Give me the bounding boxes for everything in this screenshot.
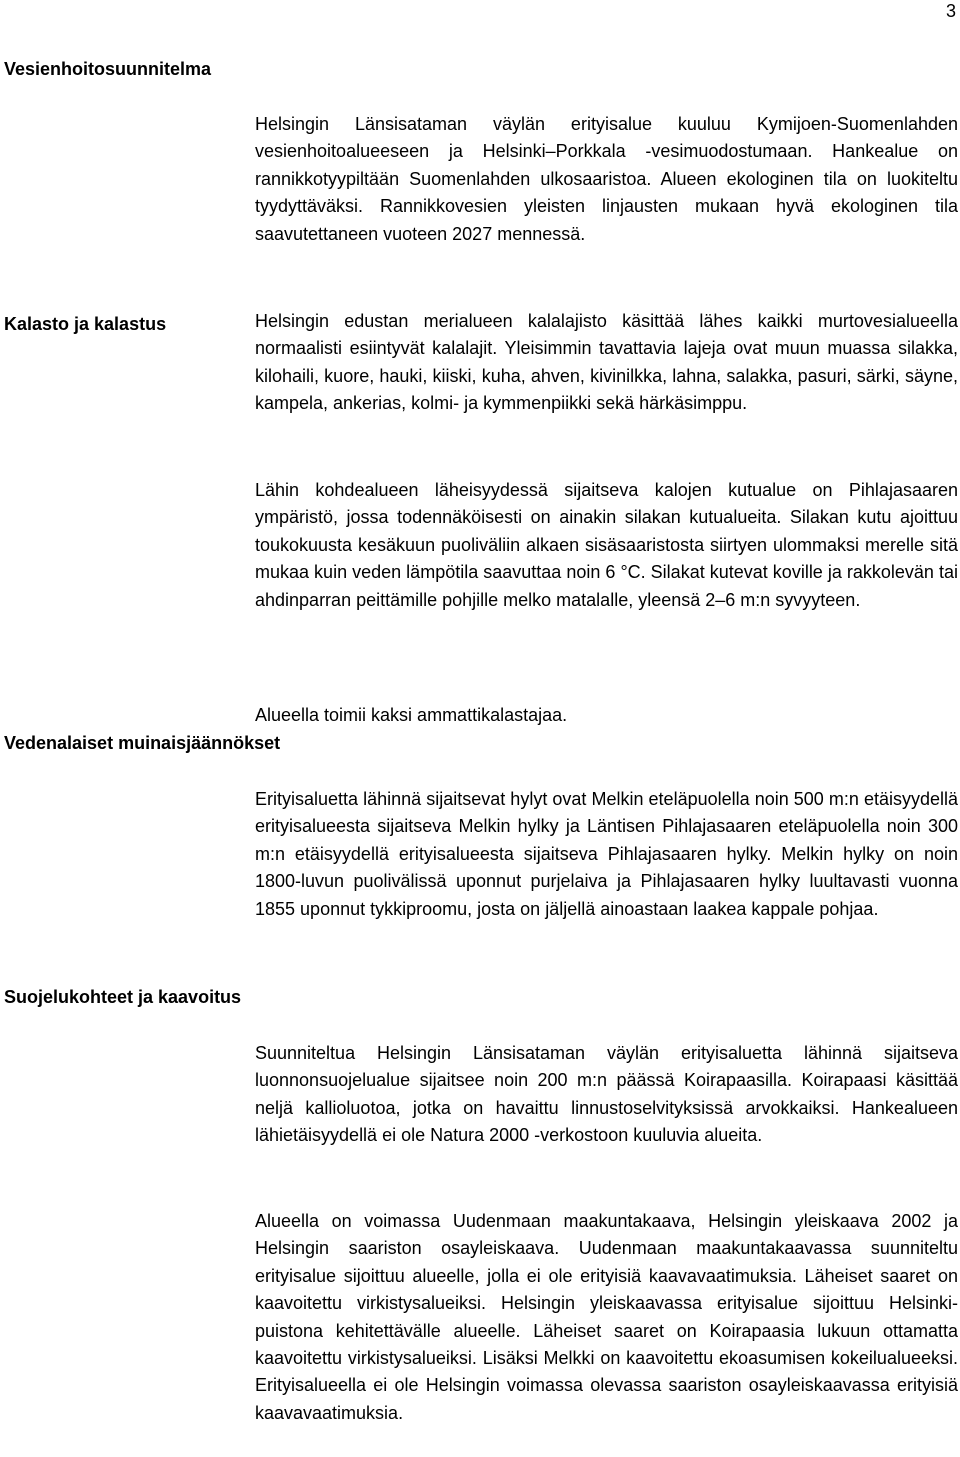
paragraph-kalasto-3: Alueella toimii kaksi ammattikalastajaa. (255, 705, 568, 725)
paragraph-suojelu-2: Alueella on voimassa Uudenmaan maakuntakaava, Helsingin yleiskaava 2002 ja Helsingin saariston osayleiskaava. Uudenmaan maakuntakaavassa suunniteltu erityisalue sijoittuu alueelle, jolla ei ole erityisiä kaavavaatimuksia. Läheiset saaret on kaavoitettu virkistysalueiksi. Helsingin yleiskaavassa erityisalue sijoittuu Helsinki-puistona kehitettävälle alueelle. Läheiset saaret on Koirapaasia lukuun ottamatta kaavoitettu virkistysalueiksi. Lisäksi Melkki on kaavoitettu ekoasumisen kokeilualueeksi. Erityisalueella ei ole Helsingin voimassa olevassa saariston osayleiskaavassa erityisiä kaavavaatimuksia. (255, 1211, 958, 1423)
paragraph-kalasto-2: Lähin kohdealueen läheisyydessä sijaitseva kalojen kutualue on Pihlajasaaren ympäristö, jossa todennäköisesti on ainakin silakan kutualueita. Silakan kutu ajoittuu toukokuusta kesäkuun puoliväliin alkaen sisäsaaristosta siirtyen ulommaksi merelle sitä mukaa kuin veden lämpötila saavuttaa noin 6 °C. Silakat kutevat koville ja rakkolevän tai ahdinparran peittämille pohjille melko matalalle, yleensä 2–6 m:n syvyyteen. (255, 480, 958, 610)
paragraph-muinais-1: Erityisaluetta lähinnä sijaitsevat hylyt ovat Melkin eteläpuolella noin 500 m:n etäisyydellä erityisalueesta sijaitseva Melkin hylky ja Läntisen Pihlajasaaren eteläpuolella noin 300 m:n etäisyydellä erityisalueesta sijaitseva Pihlajasaaren hylky. Melkin hylky on noin 1800-luvun puolivälissä uponnut purjelaiva ja Pihlajasaaren hylky luultavasti vuonna 1855 uponnut tykkiproomu, josta on jäljellä ainoastaan laakea kappale pohjaa. (255, 789, 958, 919)
heading-vedenalaiset-muinaisjaannokset: Vedenalaiset muinaisjäännökset (4, 733, 281, 753)
heading-kalasto-ja-kalastus: Kalasto ja kalastus (4, 314, 167, 334)
paragraph-vesienhoito-1: Helsingin Länsisataman väylän erityisalue kuuluu Kymijoen-Suomenlahden vesienhoitoalueeseen ja Helsinki–Porkkala -vesimuodostumaan. Hankealue on rannikkotyypiltään Suomenlahden ulkosaaristoa. Alueen ekologinen tila on luokiteltu tyydyttäväksi. Rannikkovesien yleisten linjausten mukaan hyvä ekologinen tila saavutettaneen vuoteen 2027 mennessä. (255, 114, 958, 244)
paragraph-suojelu-1: Suunniteltua Helsingin Länsisataman väylän erityisaluetta lähinnä sijaitseva luonnonsuojelualue sijaitsee noin 200 m:n päässä Koirapaasilla. Koirapaasi käsittää neljä kallioluotoa, jotka on havaittu linnustoselvityksissä arvokkaiksi. Hankealueen lähietäisyydellä ei ole Natura 2000 -verkostoon kuuluvia alueita. (255, 1043, 958, 1146)
paragraph-kalasto-1: Helsingin edustan merialueen kalalajisto käsittää lähes kaikki murtovesialueella normaalisti esiintyvät kalalajit. Yleisimmin tavattavia lajeja ovat muun muassa silakka, kilohaili, kuore, hauki, kiiski, kuha, ahven, kivinilkka, lahna, salakka, pasuri, särki, säyne, kampela, ankerias, kolmi- ja kymmenpiikki sekä härkäsimppu. (255, 311, 958, 414)
page-number: 3 (945, 1, 956, 21)
heading-suojelukohteet-ja-kaavoitus: Suojelukohteet ja kaavoitus (4, 987, 242, 1007)
heading-vesienhoitosuunnitelma: Vesienhoitosuunnitelma (4, 59, 212, 79)
